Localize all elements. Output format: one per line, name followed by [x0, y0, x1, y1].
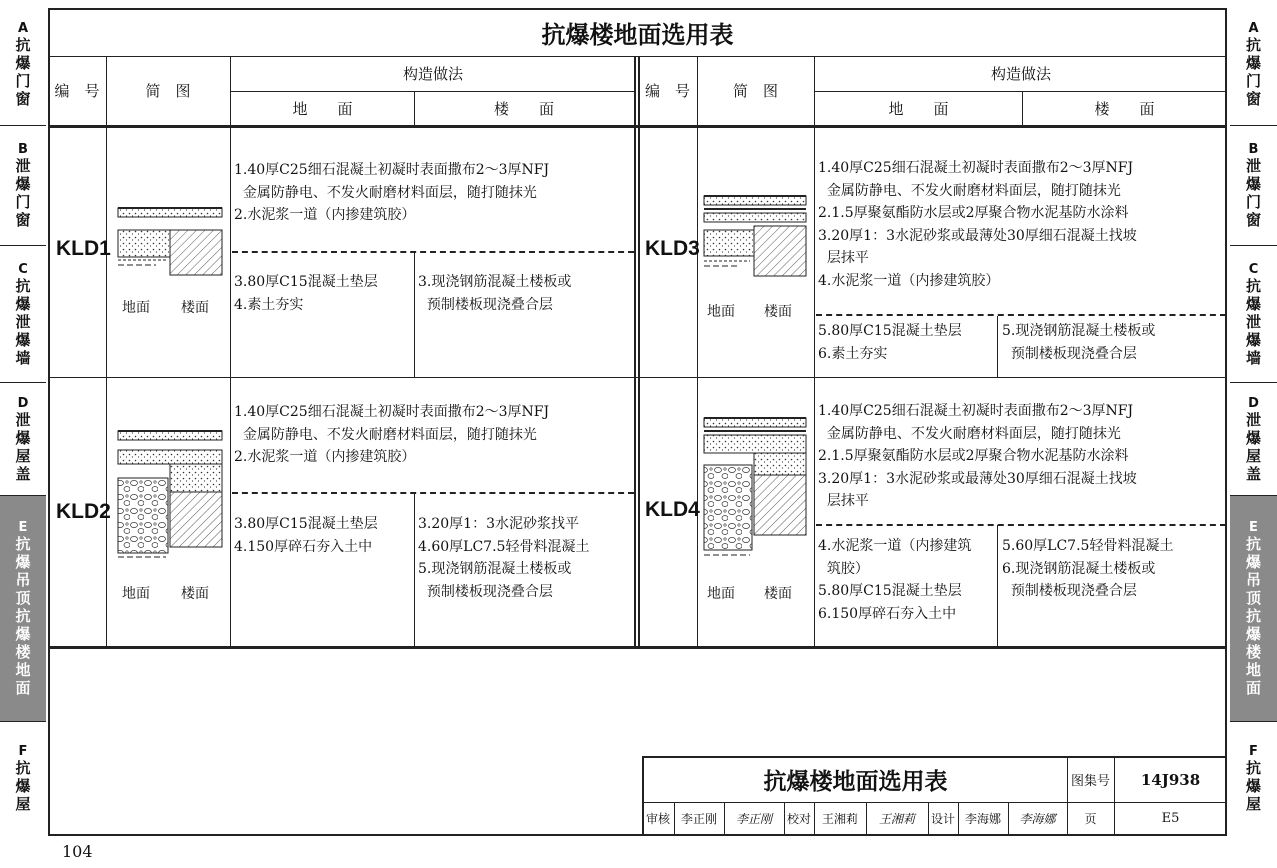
kld3-ground-steps: 5.80厚C15混凝土垫层 6.素土夯实 — [818, 323, 962, 362]
title-block-atlas-label: 图集号 — [1070, 774, 1110, 789]
col-line-middle-b — [638, 56, 640, 646]
header-ground-right: 地 面 — [888, 99, 949, 118]
title-block-page-label: 页 — [1084, 812, 1097, 826]
code-kld2: KLD2 — [56, 500, 111, 523]
code-kld3: KLD3 — [645, 237, 700, 260]
title-block-reviewer-signature: 李正刚 — [735, 812, 772, 826]
side-tab-e-right[interactable] — [1230, 496, 1277, 722]
header-construction-right: 构造做法 — [990, 65, 1051, 83]
col-line-3-row1 — [414, 252, 415, 377]
title-block-designer: 李海娜 — [964, 812, 1001, 826]
side-tab-letter: E — [1249, 520, 1258, 535]
kld2-common-steps: 1.40厚C25细石混凝土初凝时表面撒布2～3厚NFJ 金属防静电、不发火耐磨材料面层，随打随抹光 2.水泥浆一道（内掺建筑胶） — [234, 404, 550, 465]
side-tab-label: 抗 爆 泄 爆 墙 — [1245, 276, 1261, 367]
side-tab-label: 泄 爆 门 窗 — [1245, 157, 1261, 229]
kld2-label-floor: 楼面 — [181, 586, 209, 602]
kld2-dash-divider — [232, 492, 634, 494]
code-kld1: KLD1 — [56, 237, 111, 260]
col-line-middle-a — [634, 56, 636, 646]
kld1-section-diagram — [116, 200, 226, 290]
col-line-6-row1 — [997, 316, 998, 377]
side-tab-label: 抗 爆 屋 — [15, 758, 31, 813]
side-tab-a-left[interactable] — [0, 4, 46, 126]
side-tab-c-left[interactable] — [0, 246, 46, 383]
kld4-common-steps: 1.40厚C25细石混凝土初凝时表面撒布2～3厚NFJ 金属防静电、不发火耐磨材料面层，随打随抹光 2.1.5厚聚氨酯防水层或2厚聚合物水泥基防水涂料 3.20厚1：3水泥砂浆或最薄处30厚细石混凝土找坡 层抹平 — [818, 403, 1137, 509]
header-floor-right: 楼 面 — [1094, 99, 1155, 118]
header-construction-left: 构造做法 — [402, 65, 463, 83]
kld1-label-ground: 地面 — [122, 300, 150, 316]
side-tab-letter: A — [1248, 21, 1259, 36]
kld1-label-floor: 楼面 — [181, 300, 209, 316]
title-block-atlas-no: 14J938 — [1140, 770, 1201, 789]
header-number-right: 编 号 — [644, 82, 690, 100]
kld3-dash-divider — [816, 314, 1226, 316]
side-tab-f-right[interactable] — [1230, 722, 1277, 834]
kld1-ground-steps: 3.80厚C15混凝土垫层 4.素土夯实 — [234, 274, 378, 313]
kld4-label-ground: 地面 — [707, 586, 735, 602]
col-line-6-row2 — [997, 525, 998, 646]
table-bottom-line — [48, 646, 1227, 649]
title-block-checker: 王湘莉 — [821, 812, 858, 826]
side-tab-letter: D — [17, 395, 29, 411]
side-tab-label: 抗 爆 屋 — [1245, 758, 1261, 813]
title-block-checker-signature: 王湘莉 — [878, 812, 915, 826]
kld4-section-diagram — [700, 410, 810, 575]
kld4-floor-steps: 5.60厚LC7.5轻骨料混凝土 6.现浇钢筋混凝土楼板或 预制楼板现浇叠合层 — [1002, 538, 1174, 599]
side-tab-label: 泄 爆 屋 盖 — [1245, 410, 1261, 483]
kld2-floor-steps: 3.20厚1：3水泥砂浆找平 4.60厚LC7.5轻骨料混凝土 5.现浇钢筋混凝土楼板或 预制楼板现浇叠合层 — [418, 516, 590, 600]
title-block-page-no: E5 — [1161, 811, 1180, 826]
side-tab-label: 泄 爆 门 窗 — [15, 157, 31, 229]
header-ground-left: 地 面 — [292, 99, 353, 118]
side-tab-d-left[interactable] — [0, 383, 46, 496]
title-block-design-label: 设计 — [930, 812, 955, 826]
col-line-3-row2 — [414, 493, 415, 646]
title-block-reviewer: 李正刚 — [680, 812, 717, 826]
kld3-common-steps: 1.40厚C25细石混凝土初凝时表面撒布2～3厚NFJ 金属防静电、不发火耐磨材料面层，随打随抹光 2.1.5厚聚氨酯防水层或2厚聚合物水泥基防水涂料 3.20厚1：3水泥砂浆或最薄处30厚细石混凝土找坡 层抹平 4.水泥浆一道（内掺建筑胶） — [818, 160, 1137, 289]
title-block-review-label: 审核 — [645, 812, 670, 826]
side-tab-letter: D — [1248, 395, 1259, 411]
kld2-ground-steps: 3.80厚C15混凝土垫层 4.150厚碎石夯入土中 — [234, 516, 378, 555]
side-tab-letter: E — [18, 520, 28, 535]
side-tab-b-left[interactable] — [0, 126, 46, 246]
side-tab-d-right[interactable] — [1230, 383, 1277, 496]
side-tab-label: 抗 爆 门 窗 — [1245, 36, 1261, 108]
kld2-section-diagram — [116, 423, 226, 573]
kld4-label-floor: 楼面 — [764, 586, 792, 602]
kld2-label-ground: 地面 — [122, 586, 150, 602]
side-tab-letter: C — [18, 261, 28, 277]
col-line-1 — [106, 56, 107, 646]
side-tab-label: 抗 爆 吊 顶 抗 爆 楼 地 面 — [15, 535, 31, 697]
title-block-designer-signature: 李海娜 — [1019, 812, 1056, 826]
page-number: 104 — [62, 842, 93, 861]
col-line-5 — [814, 56, 815, 646]
title-block-title: 抗爆楼地面选用表 — [763, 769, 948, 795]
side-tab-letter: C — [1248, 261, 1259, 277]
header-number-left: 编 号 — [54, 82, 100, 100]
side-tab-letter: B — [18, 142, 28, 157]
kld1-common-steps: 1.40厚C25细石混凝土初凝时表面撒布2～3厚NFJ 金属防静电、不发火耐磨材料面层，随打随抹光 2.水泥浆一道（内掺建筑胶） — [234, 162, 550, 223]
kld3-floor-steps: 5.现浇钢筋混凝土楼板或 预制楼板现浇叠合层 — [1002, 323, 1156, 362]
kld4-dash-divider — [816, 524, 1226, 526]
side-tab-label: 抗 爆 泄 爆 墙 — [15, 276, 31, 367]
side-tab-label: 抗 爆 吊 顶 抗 爆 楼 地 面 — [1245, 535, 1261, 697]
header-diagram-left: 简 图 — [145, 82, 191, 100]
side-tab-label: 抗 爆 门 窗 — [15, 36, 31, 108]
header-floor-left: 楼 面 — [493, 99, 554, 118]
side-tab-letter: B — [1248, 142, 1259, 157]
kld3-label-ground: 地面 — [707, 304, 735, 320]
side-tab-b-right[interactable] — [1230, 126, 1277, 246]
side-tab-letter: F — [1249, 743, 1258, 759]
col-line-2 — [230, 56, 231, 646]
kld1-floor-steps: 3.现浇钢筋混凝土楼板或 预制楼板现浇叠合层 — [418, 274, 572, 313]
side-tab-e-left[interactable] — [0, 496, 46, 722]
side-tab-a-right[interactable] — [1230, 4, 1277, 126]
side-tab-letter: A — [17, 21, 29, 36]
kld1-dash-divider — [232, 251, 634, 253]
sheet-title: 抗爆楼地面选用表 — [541, 20, 734, 49]
header-diagram-right: 简 图 — [732, 82, 778, 100]
col-line-4 — [697, 56, 698, 646]
code-kld4: KLD4 — [645, 498, 700, 521]
title-block-check-label: 校对 — [786, 812, 811, 826]
kld4-ground-steps: 4.水泥浆一道（内掺建筑 筑胶） 5.80厚C15混凝土垫层 6.150厚碎石夯入土中 — [818, 538, 972, 622]
side-tab-f-left[interactable] — [0, 722, 46, 834]
side-tab-c-right[interactable] — [1230, 246, 1277, 383]
kld3-section-diagram — [700, 188, 810, 288]
kld3-label-floor: 楼面 — [764, 304, 792, 320]
side-tab-label: 泄 爆 屋 盖 — [15, 410, 31, 483]
side-tab-letter: F — [18, 743, 28, 759]
